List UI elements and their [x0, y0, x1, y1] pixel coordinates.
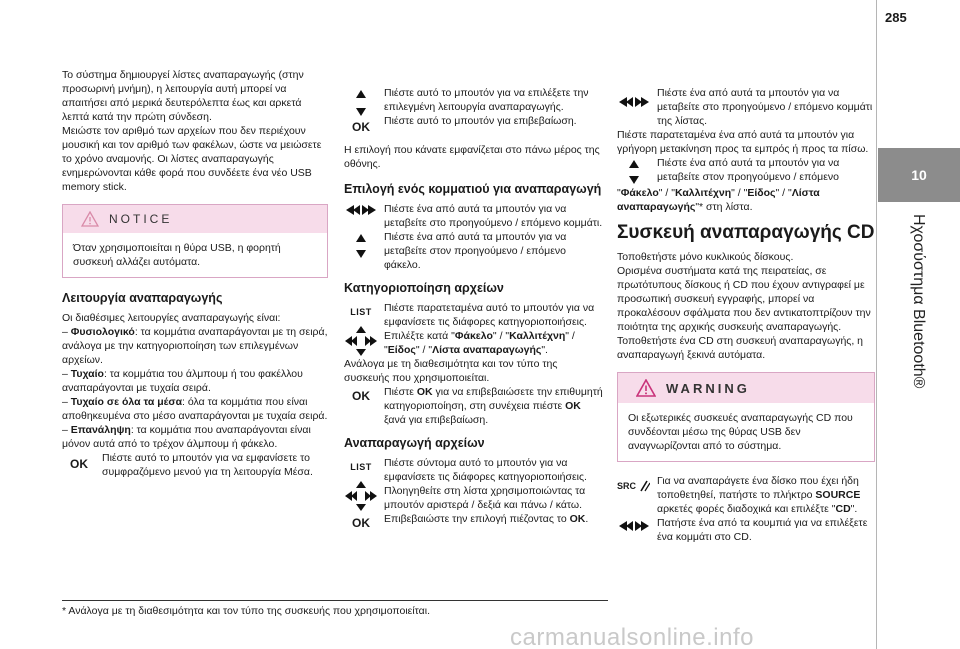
list-play-text: Πιέστε σύντομα αυτό το μπουτόν για να εμφανίσετε τις διάφορες κατηγοριοποιήσεις.: [384, 457, 587, 483]
src-source: SOURCE: [815, 489, 861, 501]
up-down-arrows-icon: [355, 232, 367, 260]
notice-header: [63, 205, 327, 233]
ud-folder-text: Πιέστε ένα από αυτά τα μπουτόν για να μεταβείτε στον προηγούμενο / επόμενο φάκελο.: [384, 231, 567, 271]
cat-playlist: Λίστα αναπαραγωγής: [432, 344, 542, 356]
confirm-pre: Επιβεβαιώστε την επιλογή πιέζοντας το: [384, 513, 570, 525]
mode-random-name: Τυχαίο: [70, 368, 104, 380]
list-categorize-row: [344, 301, 604, 357]
cat-folder: Φάκελο: [454, 330, 493, 342]
mode-repeat-name: Επανάληψη: [70, 424, 131, 436]
play-files-heading: Αναπαραγωγή αρχείων: [344, 436, 485, 450]
up-down-arrows-icon: [628, 158, 640, 186]
src-button-icon: SRC: [617, 481, 637, 491]
ok-instruction-text: Πιέστε αυτό το μπουτόν για να εμφανίσετε το συμφραζόμενο μενού για τη λειτουργία Μέσα.: [102, 452, 313, 478]
ok2-pre: Πιέστε: [384, 386, 417, 398]
mode-random-desc: : τα κομμάτια του άλμπουμ ή του φακέλλου αναπαράγονται με τυχαία σειρά.: [62, 368, 303, 394]
lr-list-row: [617, 86, 875, 128]
navigate-text: Πλοηγηθείτε στη λίστα χρησιμοποιώντας τα μπουτόν αριστερά / δεξιά και πάνω / κάτω.: [384, 485, 586, 511]
ok-confirm-category-text: [384, 385, 604, 427]
mode-normal-name: Φυσιολογικό: [70, 326, 135, 338]
updown-select-row: [344, 86, 604, 134]
mode-normal: – Φυσιολογικό: τα κομμάτια αναπαράγονται με τη σειρά, ανάλογα με την κατηγοριοποίηση των επιλεγμένων αρχείων.: [62, 326, 328, 366]
left-right-arrows-icon: [618, 520, 650, 532]
playback-mode-heading: Λειτουργία αναπαραγωγής: [62, 291, 223, 305]
ud-category-options: [617, 186, 875, 214]
src-row: [617, 474, 875, 516]
categorize-options: [384, 329, 604, 357]
side-rule: [876, 0, 877, 649]
notice-box: [62, 204, 328, 278]
modes-intro: Οι διαθέσιμες λειτουργίες αναπαραγωγής είναι:: [62, 312, 281, 324]
select-track-heading: Επιλογή ενός κομματιού για αναπαραγωγή: [344, 182, 602, 196]
up-down-arrows-icon: [355, 88, 367, 118]
warning-box: [617, 372, 875, 462]
src-cd: CD: [835, 503, 851, 515]
intro-paragraph-2: Μειώστε τον αριθμό των αρχείων που δεν περιέχουν μουσική και τον αριθμό των φακέλων, ώστε να μειώσετε το χρόνο αναμονής. Οι λίστες αναπαραγωγής ενημερώνονται κάθε φορά που συνδέετε ένα νέο USB memory stick.: [62, 125, 322, 193]
ud-sep: " / ": [658, 187, 675, 199]
chapter-number-tab: 10: [878, 148, 960, 202]
column-2: [344, 86, 604, 530]
footnote: * Ανάλογα με τη διαθεσιμότητα και τον τύπο της συσκευής που χρησιμοποιείται.: [62, 600, 608, 617]
lr-track-text: Πιέστε ένα από αυτά τα μπουτόν για να μεταβείτε στο προηγούμενο / επόμενο κομμάτι.: [384, 203, 603, 229]
ok-confirm-category-row: [344, 385, 604, 427]
chapter-title: Ηχοσύστημα Bluetooth®: [910, 214, 927, 389]
lr-cd-row: [617, 516, 875, 544]
cd-paragraph-1: Τοποθετήστε μόνο κυκλικούς δίσκους.: [617, 251, 794, 263]
list-button-icon: LIST: [350, 462, 372, 472]
left-right-arrows-icon: [618, 96, 650, 108]
cat-end: ".: [541, 344, 548, 356]
lr-list-text: Πιέστε ένα από αυτά τα μπουτόν για να μεταβείτε στο προηγούμενο / επόμενο κομμάτι της λίστας.: [657, 87, 873, 127]
warning-triangle-icon: [636, 379, 656, 397]
ok2-mid: για να επιβεβαιώσετε την επιθυμητή κατηγοριοποίηση, στη συνέχεια πιέστε: [384, 386, 603, 412]
src-pre: Για να αναπαράγετε ένα δίσκο που έχει ήδη τοποθετηθεί, πατήστε το πλήκτρο: [657, 475, 859, 501]
ud-sep: " / ": [731, 187, 748, 199]
page-number: 285: [885, 10, 907, 25]
warning-title: WARNING: [666, 380, 750, 396]
updown-select-text: Πιέστε αυτό το μπουτόν για να επιλέξετε την επιλεγμένη λειτουργία αναπαραγωγής.: [384, 87, 589, 113]
device-note: Ανάλογα με τη διαθεσιμότητα και τον τύπο της συσκευής που χρησιμοποιείται.: [344, 358, 558, 384]
ud-end: "* στη λίστα.: [695, 201, 753, 213]
list-button-icon: LIST: [350, 307, 372, 317]
notice-body: Όταν χρησιμοποιείται η θύρα USB, η φορητή συσκευή αλλάζει αυτόματα.: [73, 242, 281, 268]
categorize-heading: Κατηγοριοποίηση αρχείων: [344, 281, 504, 295]
lr-cd-text: Πατήστε ένα από τα κουμπιά για να επιλέξετε ένα κομμάτι στο CD.: [657, 517, 868, 543]
intro-paragraph-1: Το σύστημα δημιουργεί λίστες αναπαραγωγής (στην προσωρινή μνήμη), η λειτουργία αυτή μπορεί να απαιτήσει από μερικά δευτερόλεπτα έως και αρκετά λεπτά κατά την πρώτη σύνδεση.: [62, 69, 304, 123]
mode-random-all-name: Τυχαίο σε όλα τα μέσα: [70, 396, 183, 408]
ok-button-icon: OK: [352, 120, 370, 134]
watermark: carmanualsonline.info: [510, 624, 754, 649]
ud-playlist: Λίστα αναπαραγωγής: [617, 187, 820, 213]
src-text: [657, 474, 875, 516]
ok-button-icon: OK: [70, 457, 88, 471]
ud-category-text: Πιέστε ένα από αυτά τα μπουτόν για να μεταβείτε στον προηγούμενο / επόμενο: [657, 157, 840, 183]
screen-note: Η επιλογή που κάνατε εμφανίζεται στο πάνω μέρος της οθόνης.: [344, 144, 600, 170]
ud-category-row: [617, 156, 875, 186]
ud-genre: Είδος: [747, 187, 776, 199]
confirm-text: [384, 512, 604, 526]
cat-sep: " / ": [492, 330, 510, 342]
hold-fast-text: Πιέστε παρατεταμένα ένα από αυτά τα μπουτόν για γρήγορη μετακίνηση προς τα εμπρός ή προς τα πίσω.: [617, 129, 869, 155]
ud-folder: Φάκελο: [620, 187, 659, 199]
ok-button-icon: OK: [352, 389, 370, 403]
lr-track-row: [344, 202, 604, 230]
ok2-ok2: OK: [565, 400, 581, 412]
list-play-row: [344, 456, 604, 530]
ud-sep: " / ": [775, 187, 792, 199]
ok2-end: ξανά για επιβεβαίωση.: [384, 414, 489, 426]
warning-body: Οι εξωτερικές συσκευές αναπαραγωγής CD που συνδέονται μέσω της θύρας USB δεν αναγνωρίζονται από το σύστημα.: [628, 412, 853, 452]
four-way-arrows-icon: [344, 325, 378, 357]
cat-sep: " / ": [384, 330, 575, 356]
column-3: [617, 86, 875, 544]
chapter-title-wrap: [878, 210, 960, 540]
mode-repeat: – Επανάληψη: τα κομμάτια που αναπαράγονται είναι μόνον αυτά από το τρέχον άλμπουμ ή φάκελο.: [62, 424, 311, 450]
cat-genre: Είδος: [387, 344, 416, 356]
warning-header: [618, 373, 874, 403]
ok2-ok: OK: [416, 386, 433, 398]
left-right-arrows-icon: [345, 204, 377, 216]
mode-random-all-desc: : όλα τα κομμάτια που είναι αποθηκευμένα στο μέσο αναπαράγονται με τυχαία σειρά.: [62, 396, 328, 422]
confirm-end: .: [585, 513, 589, 525]
mode-random: – Τυχαίο: τα κομμάτια του άλμπουμ ή του φακέλλου αναπαράγονται με τυχαία σειρά.: [62, 368, 303, 394]
four-way-arrows-icon: [344, 480, 378, 512]
mode-random-all: – Τυχαίο σε όλα τα μέσα: όλα τα κομμάτια που είναι αποθηκευμένα στο μέσο αναπαράγονται με τυχαία σειρά.: [62, 396, 328, 422]
notice-title: NOTICE: [109, 212, 173, 226]
list-categorize-text: Πιέστε παρατεταμένα αυτό το μπουτόν για να εμφανίσετε τις διάφορες κατηγοριοποιήσεις.: [384, 302, 595, 328]
ud-folder-row: [344, 230, 604, 272]
mode-repeat-desc: : τα κομμάτια που αναπαράγονται είναι μόνον αυτά από το τρέχον άλμπουμ ή φάκελο.: [62, 424, 311, 450]
cd-paragraph-3: Τοποθετήστε ένα CD στη συσκευή αναπαραγωγής, η αναπαραγωγή ξεκινά αυτόματα.: [617, 335, 864, 361]
ok-confirm-text: Πιέστε αυτό το μπουτόν για επιβεβαίωση.: [384, 115, 577, 127]
warning-triangle-icon: [81, 211, 99, 227]
ud-artist: Καλλιτέχνη: [675, 187, 732, 199]
confirm-ok: OK: [569, 513, 586, 525]
ud-pre: ": [617, 187, 621, 199]
column-1: [62, 68, 328, 479]
phone-slash-icon: [638, 480, 650, 492]
cd-paragraph-2: Ορισμένα συστήματα κατά της πειρατείας, σε πρωτότυπους δίσκους ή CD που έχουν αντιγραφεί με προσωπική συσκευή εγγραφής, μπορεί να προκαλέσουν σφάλματα που δεν αντικατοπτρίζουν την ποιότητα της αρχικής συσκευής αναπαραγωγής.: [617, 265, 871, 333]
cat-pre: Επιλέξτε κατά ": [384, 330, 455, 342]
src-end: ".: [850, 503, 858, 515]
cd-player-heading: Συσκευή αναπαραγωγής CD: [617, 222, 875, 243]
cat-artist: Καλλιτέχνη: [509, 330, 566, 342]
cat-sep: " / ": [415, 344, 433, 356]
mode-normal-desc: : τα κομμάτια αναπαράγονται με τη σειρά, ανάλογα με την κατηγοριοποίηση των επιλεγμένων αρχείων.: [62, 326, 328, 366]
src-mid: αρκετές φορές διαδοχικά και επιλέξτε ": [657, 503, 836, 515]
ok-instruction-row: [62, 451, 328, 479]
ok-button-icon: OK: [352, 516, 370, 530]
